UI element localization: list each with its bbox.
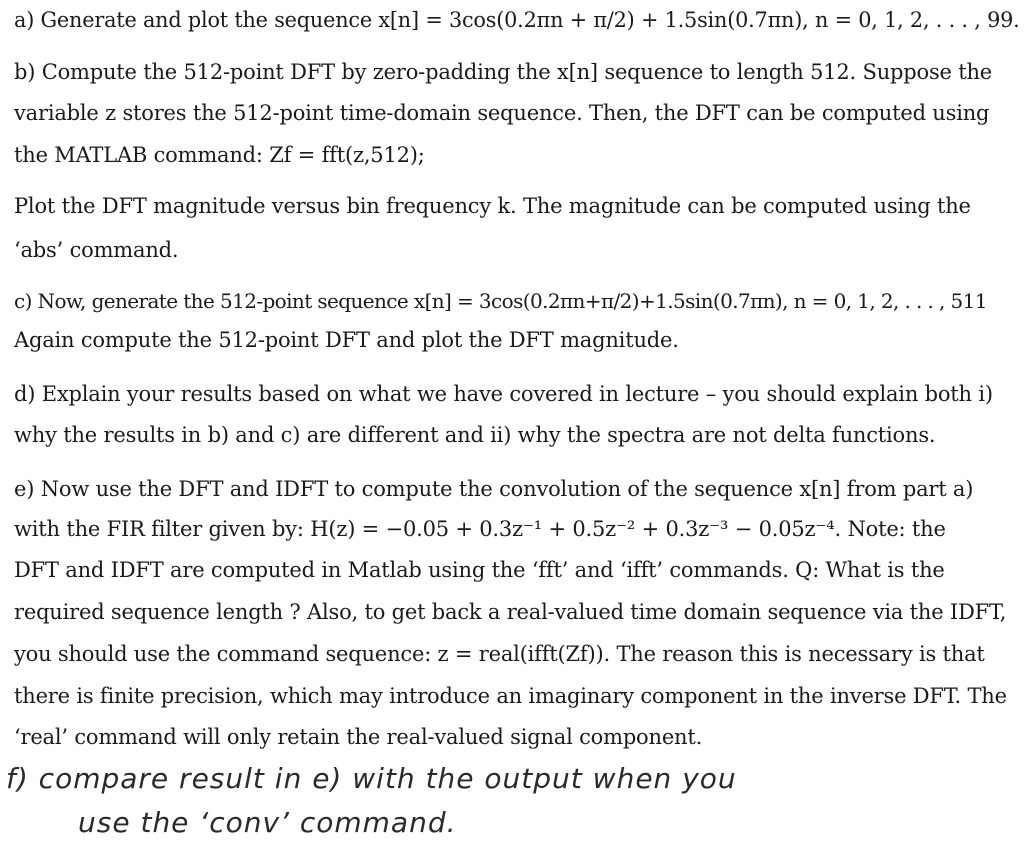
handwritten-note-line-2: use the ‘conv’ command. bbox=[78, 806, 457, 839]
part-b-line-1: b) Compute the 512-point DFT by zero-padding the x[n] sequence to length 512. Suppose the bbox=[14, 60, 993, 84]
part-c-line-1: c) Now, generate the 512-point sequence x[n] = 3cos(0.2πn+π/2)+1.5sin(0.7πn), n = 0, 1, 2, . . . , 511 bbox=[14, 289, 987, 313]
part-b-line-5: ‘abs’ command. bbox=[14, 238, 179, 262]
part-d-line-2: why the results in b) and c) are different and ii) why the spectra are not delta functions. bbox=[14, 423, 936, 447]
part-c-line-2: Again compute the 512-point DFT and plot the DFT magnitude. bbox=[14, 328, 679, 352]
part-a-line-1: a) Generate and plot the sequence x[n] = 3cos(0.2πn + π/2) + 1.5sin(0.7πn), n = 0, 1, 2, . . . , 99. bbox=[14, 8, 1020, 32]
part-e-line-4: required sequence length ? Also, to get back a real-valued time domain sequence via the IDFT, bbox=[14, 600, 1007, 624]
part-e-line-7: ‘real’ command will only retain the real-valued signal component. bbox=[14, 725, 703, 749]
handwritten-note-line-1: f) compare result in e) with the output when you bbox=[6, 762, 737, 795]
part-e-line-1: e) Now use the DFT and IDFT to compute the convolution of the sequence x[n] from part a) bbox=[14, 477, 974, 501]
part-b-line-2: variable z stores the 512-point time-domain sequence. Then, the DFT can be computed using bbox=[14, 101, 990, 125]
part-b-line-4: Plot the DFT magnitude versus bin frequency k. The magnitude can be computed using the bbox=[14, 194, 971, 218]
part-e-line-5: you should use the command sequence: z = real(ifft(Zf)). The reason this is necessary is that bbox=[14, 642, 985, 666]
part-e-line-3: DFT and IDFT are computed in Matlab using the ‘fft’ and ‘ifft’ commands. Q: What is the bbox=[14, 558, 945, 582]
part-b-line-3: the MATLAB command: Zf = fft(z,512); bbox=[14, 143, 425, 167]
part-e-line-6: there is finite precision, which may introduce an imaginary component in the inverse DFT. The bbox=[14, 684, 1007, 708]
part-d-line-1: d) Explain your results based on what we have covered in lecture – you should explain both i) bbox=[14, 382, 993, 406]
part-e-line-2: with the FIR filter given by: H(z) = −0.05 + 0.3z⁻¹ + 0.5z⁻² + 0.3z⁻³ − 0.05z⁻⁴. Note: the bbox=[14, 517, 946, 541]
